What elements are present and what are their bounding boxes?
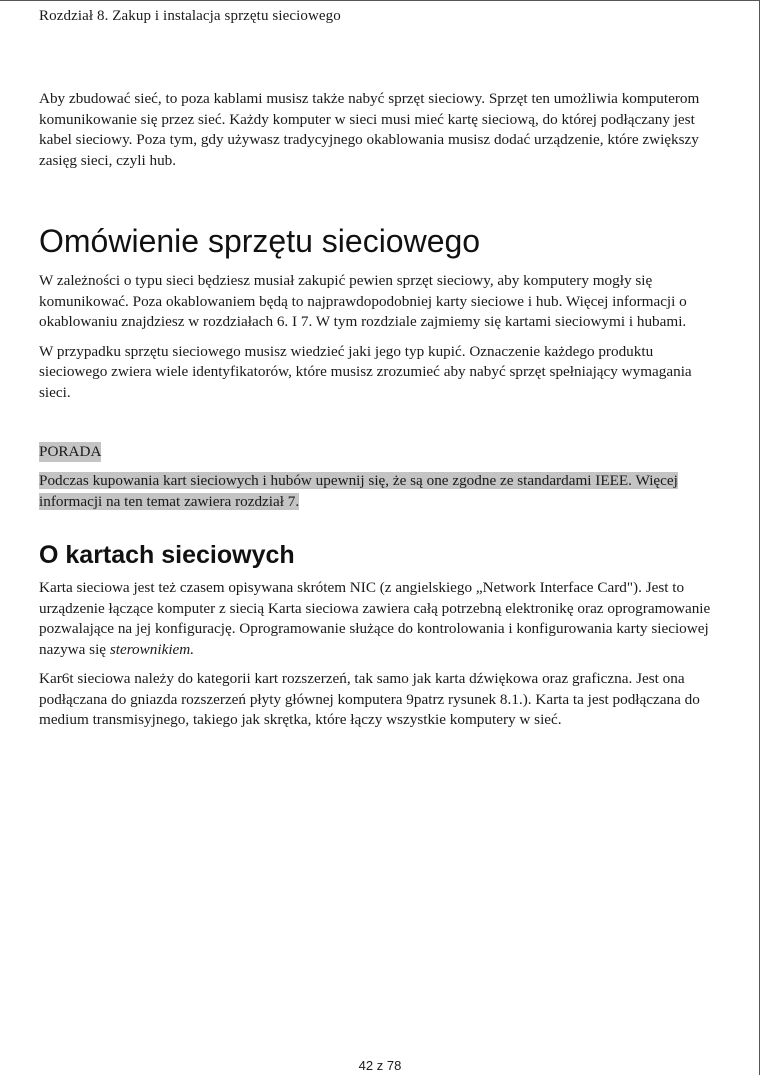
running-header: Rozdział 8. Zakup i instalacja sprzętu sieciowego [39, 8, 341, 24]
intro-paragraph: Aby zbudować sieć, to poza kablami musisz także nabyć sprzęt sieciowy. Sprzęt ten umożliwia komputerom komunikowanie się przez sieć. Każdy komputer w sieci musi mieć kartę sieciową, do której podłączany jest kabel sieciowy. Poza tym, gdy używasz tradycyjnego okablowania musisz dodać urządzenie, które zwiększy zasięg sieci, czyli hub. [39, 90, 700, 169]
section-paragraph: Kar6t sieciowa należy do kategorii kart rozszerzeń, tak samo jak karta dźwiękowa oraz graficzna. Jest ona podłączana do gniazda rozszerzeń płyty głównej komputera 9patrz rysunek 8.1.). Karta ta jest podłączana do medium transmisyjnego, takiego jak skrętka, które łączy wszystkie komputery w sieć. [39, 670, 700, 728]
subsection-heading: O kartach sieciowych [39, 541, 295, 569]
paragraph-text: Karta sieciowa jest też czasem opisywana skrótem NIC (z angielskiego „Network Interface Card"). Jest to urządzenie łączące komputer z siecią Karta sieciowa zawiera całą potrzebną elektronikę oraz oprogramowanie pozwalające na jej konfigurację. Oprogramowanie służące do kontrolowania i konfigurowania karty sieciowej nazywa się [39, 579, 711, 658]
section-paragraph: W zależności o typu sieci będziesz musiał zakupić pewien sprzęt sieciowy, aby komputery mogły się komunikować. Poza okablowaniem będą to najprawdopodobniej karty sieciowe i hub. Więcej informacji o okablowaniu znajdziesz w rozdziałach 6. I 7. W tym rozdziale zajmiemy się kartami sieciowymi i hubami. [39, 272, 687, 330]
section-heading: Omówienie sprzętu sieciowego [39, 223, 481, 259]
section-paragraph [39, 578, 724, 660]
page-number: 42 z 78 [358, 1058, 402, 1073]
document-body [39, 89, 724, 731]
emphasized-term: sterownikiem. [109, 640, 195, 658]
page-border [0, 0, 760, 1]
tip-callout [39, 442, 724, 512]
tip-label: PORADA [39, 443, 102, 460]
tip-text-content: Podczas kupowania kart sieciowych i hubów upewnij się, że są one zgodne ze standardami IEEE. Więcej informacji na ten temat zawiera rozdział 7. [39, 472, 678, 510]
section-paragraph: W przypadku sprzętu sieciowego musisz wiedzieć jaki jego typ kupić. Oznaczenie każdego produktu sieciowego zwiera wiele identyfikatorów, które musisz zrozumieć aby nabyć sprzęt spełniający wymagania sieci. [39, 342, 692, 401]
tip-text [39, 471, 724, 512]
